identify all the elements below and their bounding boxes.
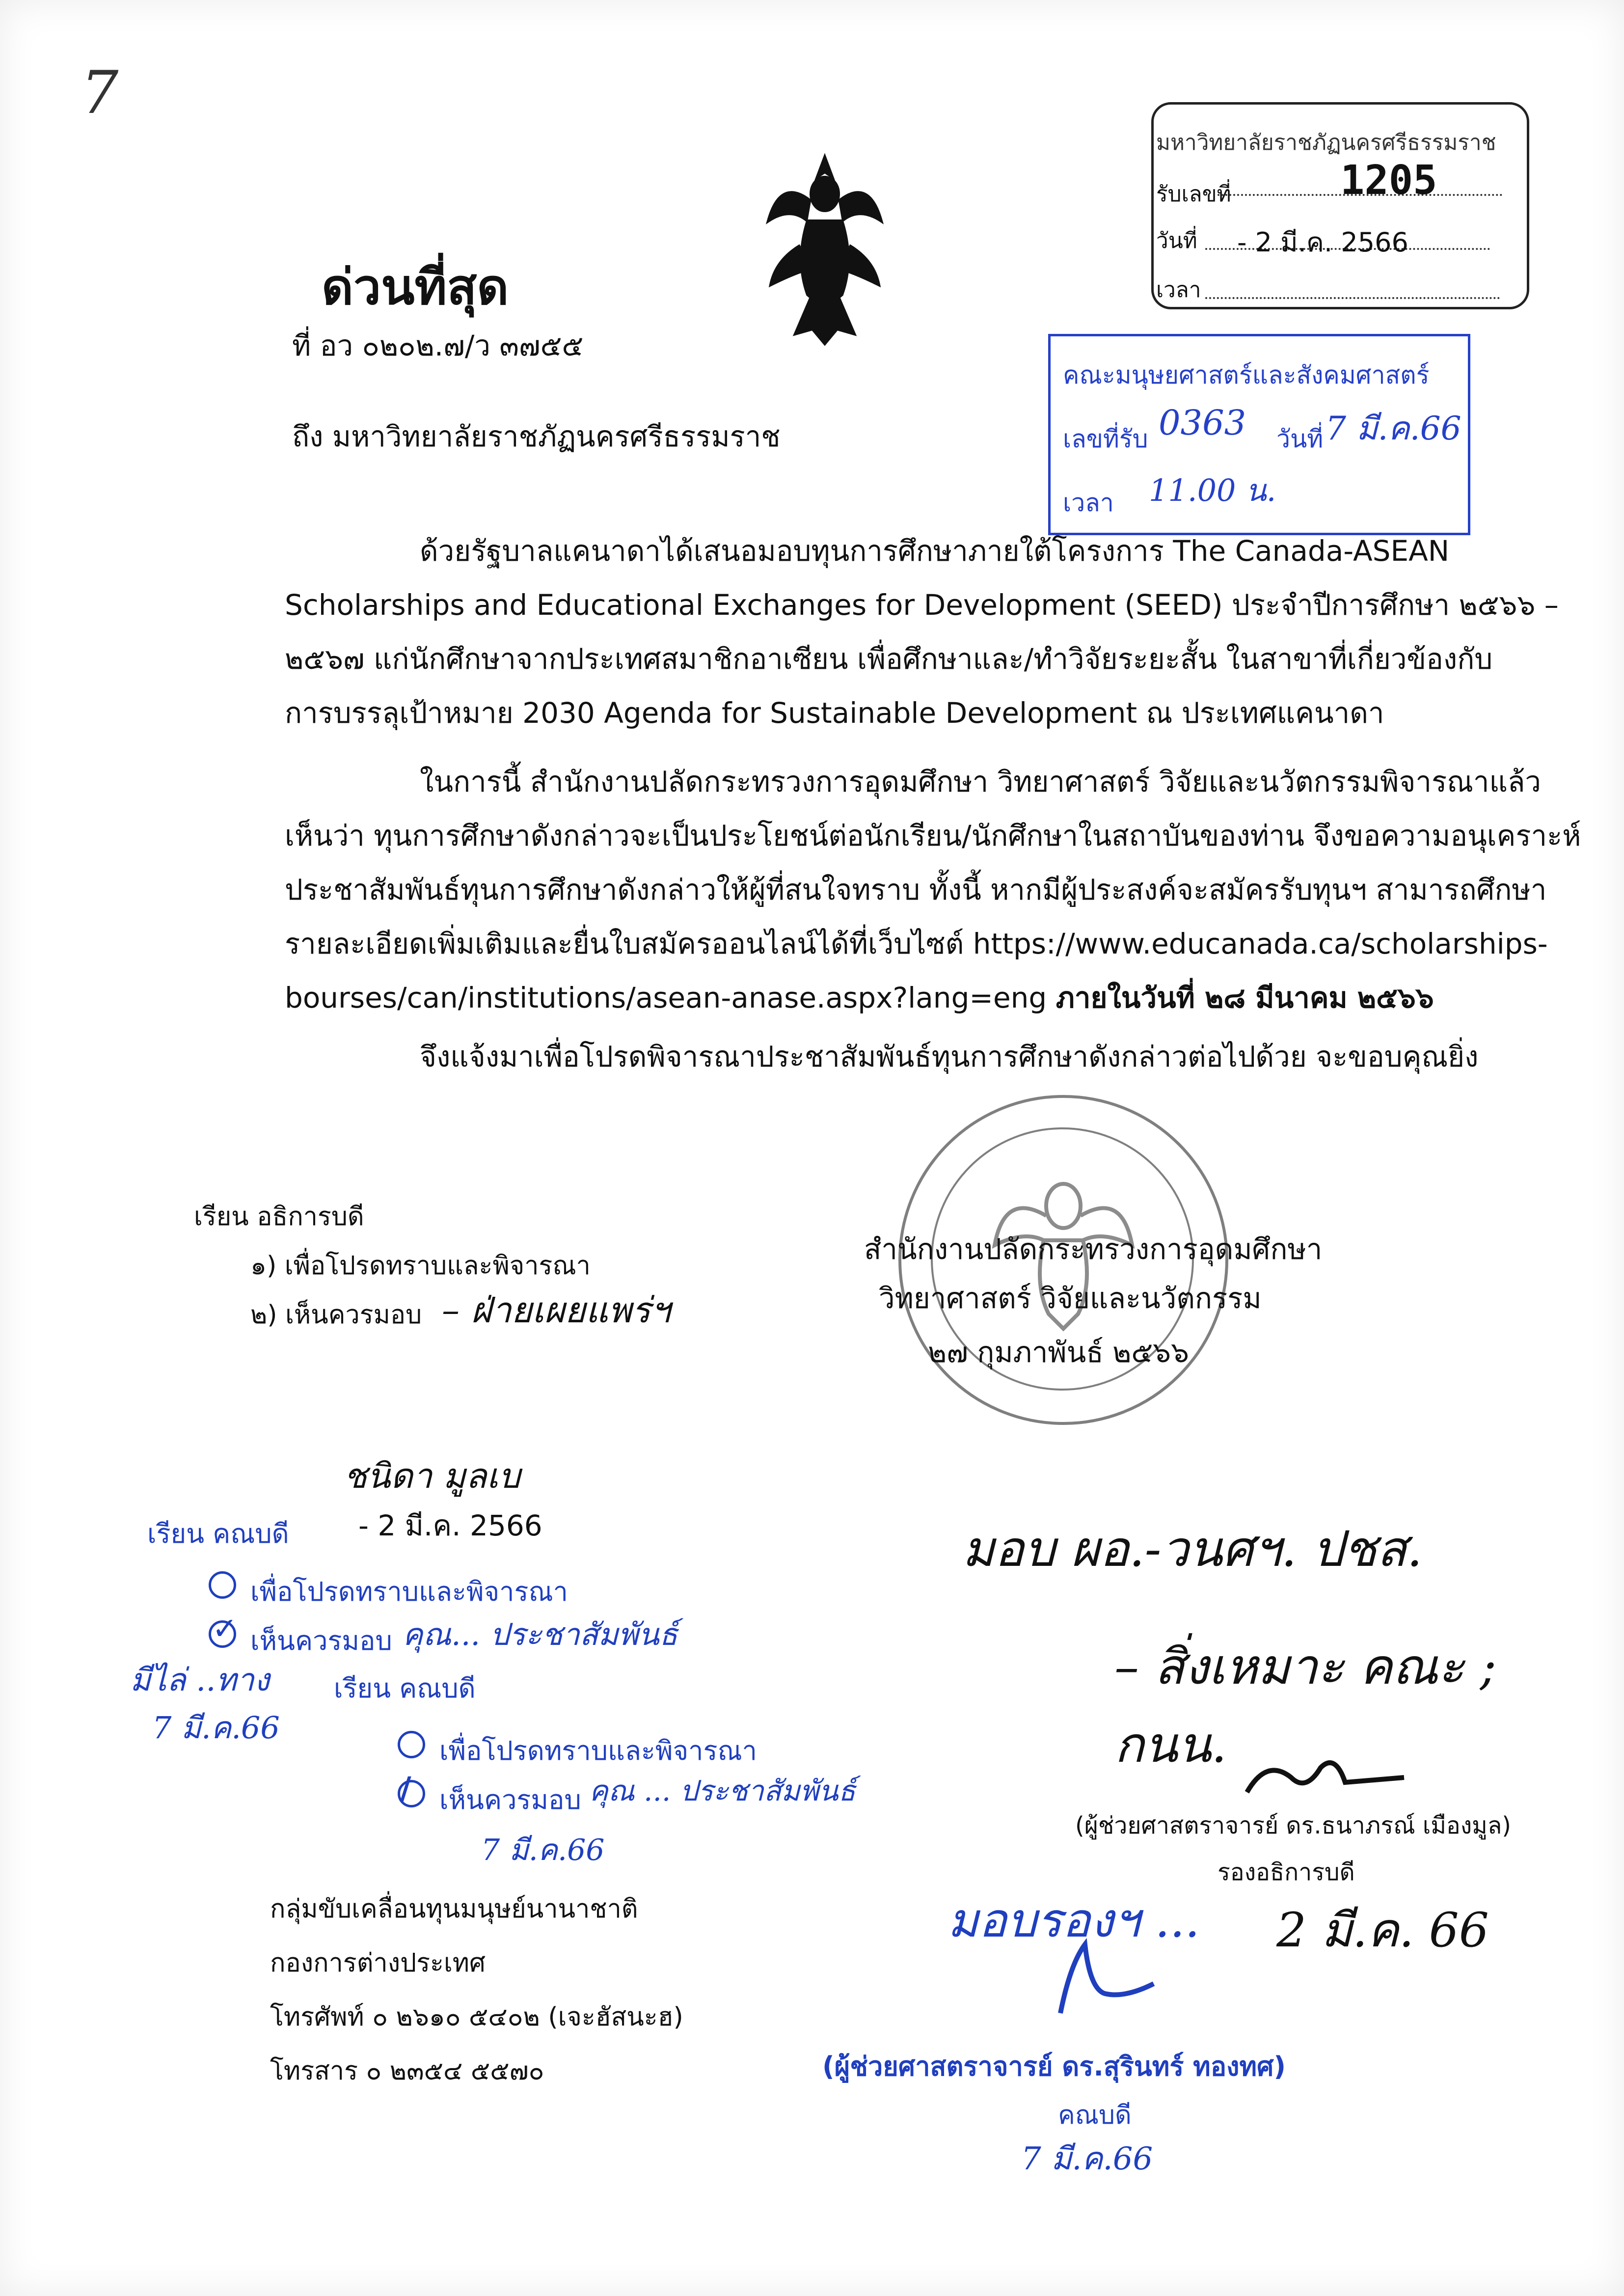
memo3-option1: เพื่อโปรดทราบและพิจารณา [439,1735,757,1766]
body-p1-line1: ด้วยรัฐบาลแคนาดาได้เสนอมอบทุนการศึกษาภายใต้โครงการ The Canada-ASEAN [420,534,1450,568]
memo3-sign-date: 7 มี.ค.66 [481,1833,605,1867]
sender-date: ๒๗ กุมภาพันธ์ ๒๕๖๖ [928,1336,1189,1369]
receipt-date-label: วันที่ [1156,228,1197,253]
memo3-to: เรียน คณบดี [334,1673,476,1704]
dean-signature-icon [1041,1935,1168,2023]
body-p1-line4: การบรรลุเป้าหมาย 2030 Agenda for Sustainable Development ณ ประเทศแคนาดา [285,696,1384,730]
memo3-option2-label: เห็นควรมอบ [439,1784,581,1815]
faculty-time-value: 11.00 น. [1149,472,1276,508]
memo2-left-date: 7 มี.ค.66 [152,1710,280,1746]
memo1-item2-label: ๒) เห็นควรมอบ [250,1300,422,1330]
body-p2-line3: ประชาสัมพันธ์ทุนการศึกษาดังกล่าวให้ผู้ที่สนใจทราบ ทั้งนี้ หากมีผู้ประสงค์จะสมัครรับทุนฯ สามารถศึกษา [285,873,1547,906]
deadline: ภายในวันที่ ๒๘ มีนาคม ๒๕๖๖ [1056,981,1434,1014]
memo2-option2-label: เห็นควรมอบ [250,1625,392,1656]
reference-number: ที่ อว ๐๒๐๒.๗/ว ๓๗๕๕ [292,329,584,362]
memo3-option2-handwriting: คุณ ... ประชาสัมพันธ์ [589,1774,856,1807]
dean-position: คณบดี [1058,2101,1132,2130]
receipt-date-value: - 2 มี.ค. 2566 [1237,227,1408,258]
vp-note-line1: มอบ ผอ.-วนศฯ. ปชส. [962,1520,1423,1578]
website-url-tail: bourses/can/institutions/asean-anase.aspx?lang=eng [285,981,1056,1014]
memo2-option2-handwriting: คุณ... ประชาสัมพันธ์ [403,1616,678,1652]
faculty-time-label: เวลา [1063,489,1114,517]
receipt-time-label: เวลา [1156,277,1201,302]
receipt-no-label: รับเลขที่ [1156,182,1231,207]
memo1-item1: ๑) เพื่อโปรดทราบและพิจารณา [250,1251,591,1281]
vp-signer-name: (ผู้ช่วยศาสตราจารย์ ดร.ธนาภรณ์ เมืองมูล) [1075,1812,1511,1839]
faculty-no-value: 0363 [1159,403,1246,443]
memo3-radio-1 [398,1731,425,1758]
dean-signer-name: (ผู้ช่วยศาสตราจารย์ ดร.สุรินทร์ ทองทศ) [822,2051,1286,2082]
body-p2-line2: เห็นว่า ทุนการศึกษาดังกล่าวจะเป็นประโยชน์ต่อนักเรียน/นักศึกษาในสถาบันของท่าน จึงขอความอนุเคราะห์ [285,819,1581,852]
memo2-check-mark: ✓ [212,1611,238,1646]
body-p1-line3: ๒๕๖๗ แก่นักศึกษาจากประเทศสมาชิกอาเซียน เพื่อศึกษาและ/ทำวิจัยระยะสั้น ในสาขาที่เกี่ยวข้องกับ [285,642,1493,676]
sender-line2: วิทยาศาสตร์ วิจัยและนวัตกรรม [879,1282,1262,1315]
contact-fax: โทรสาร ๐ ๒๓๕๔ ๕๕๗๐ [270,2056,544,2086]
memo1-signature: ชนิดา มูลเบ [344,1456,520,1496]
memo2-left-note: มีไล่ ..ทาง [130,1662,270,1698]
receipt-time-line [1205,268,1500,299]
faculty-date-label: วันที่ [1276,425,1324,453]
vp-position: รองอธิการบดี [1218,1859,1355,1886]
memo2-to: เรียน คณบดี [147,1518,289,1549]
contact-division: กองการต่างประเทศ [270,1948,486,1978]
dean-note-line1: มอบรองฯ ... [947,1893,1200,1948]
vp-note-line2: – สิ่งเหมาะ คณะ ; กนน. [1114,1638,1497,1774]
memo1-date: - 2 มี.ค. 2566 [358,1509,542,1542]
garuda-emblem-icon [761,147,889,354]
urgency-label: ด่วนที่สุด [322,258,509,316]
memo3-cross-mark: / [400,1770,411,1806]
faculty-no-label: เลขที่รับ [1063,425,1148,453]
memo2-option1: เพื่อโปรดทราบและพิจารณา [250,1576,568,1607]
body-p3: จึงแจ้งมาเพื่อโปรดพิจารณาประชาสัมพันธ์ทุนการศึกษาดังกล่าวต่อไปด้วย จะขอบคุณยิ่ง [420,1040,1479,1073]
dean-note-date: 2 มี.ค. 66 [1276,1903,1489,1958]
dean-sign-date: 7 มี.ค.66 [1021,2141,1153,2177]
receipt-org: มหาวิทยาลัยราชภัฏนครศรีธรรมราช [1156,130,1496,155]
body-p2-line4: รายละเอียดเพิ่มเติมและยื่นใบสมัครออนไลน์ได้ที่เว็บไซต์ https://www.educanada.ca/scholarships- [285,927,1548,960]
receipt-no-value: 1205 [1340,157,1437,204]
sender-line1: สำนักงานปลัดกระทรวงการอุดมศึกษา [864,1232,1323,1266]
faculty-date-value: 7 มี.ค.66 [1326,410,1462,447]
corner-number: 7 [81,59,119,127]
body-p2-line5 [285,975,1434,1020]
body-p1-line2: Scholarships and Educational Exchanges for Development (SEED) ประจำปีการศึกษา ๒๕๖๖ – [285,588,1559,622]
contact-unit: กลุ่มขับเคลื่อนทุนมนุษย์นานาชาติ [270,1894,638,1924]
memo1-item2-handwriting: – ฝ่ายเผยแพร่ฯ [442,1289,671,1331]
body-p2-line1: ในการนี้ สำนักงานปลัดกระทรวงการอุดมศึกษา วิทยาศาสตร์ วิจัยและนวัตกรรมพิจารณาแล้ว [420,765,1541,798]
recipient: ถึง มหาวิทยาลัยราชภัฏนครศรีธรรมราช [292,420,781,453]
contact-phone: โทรศัพท์ ๐ ๒๖๑๐ ๕๔๐๒ (เจะฮัสนะฮ) [270,2002,683,2032]
memo1-to: เรียน อธิการบดี [194,1202,364,1231]
faculty-stamp-title: คณะมนุษยศาสตร์และสังคมศาสตร์ [1063,361,1430,389]
vp-signature-icon [1237,1748,1414,1807]
memo2-radio-1 [209,1571,236,1599]
